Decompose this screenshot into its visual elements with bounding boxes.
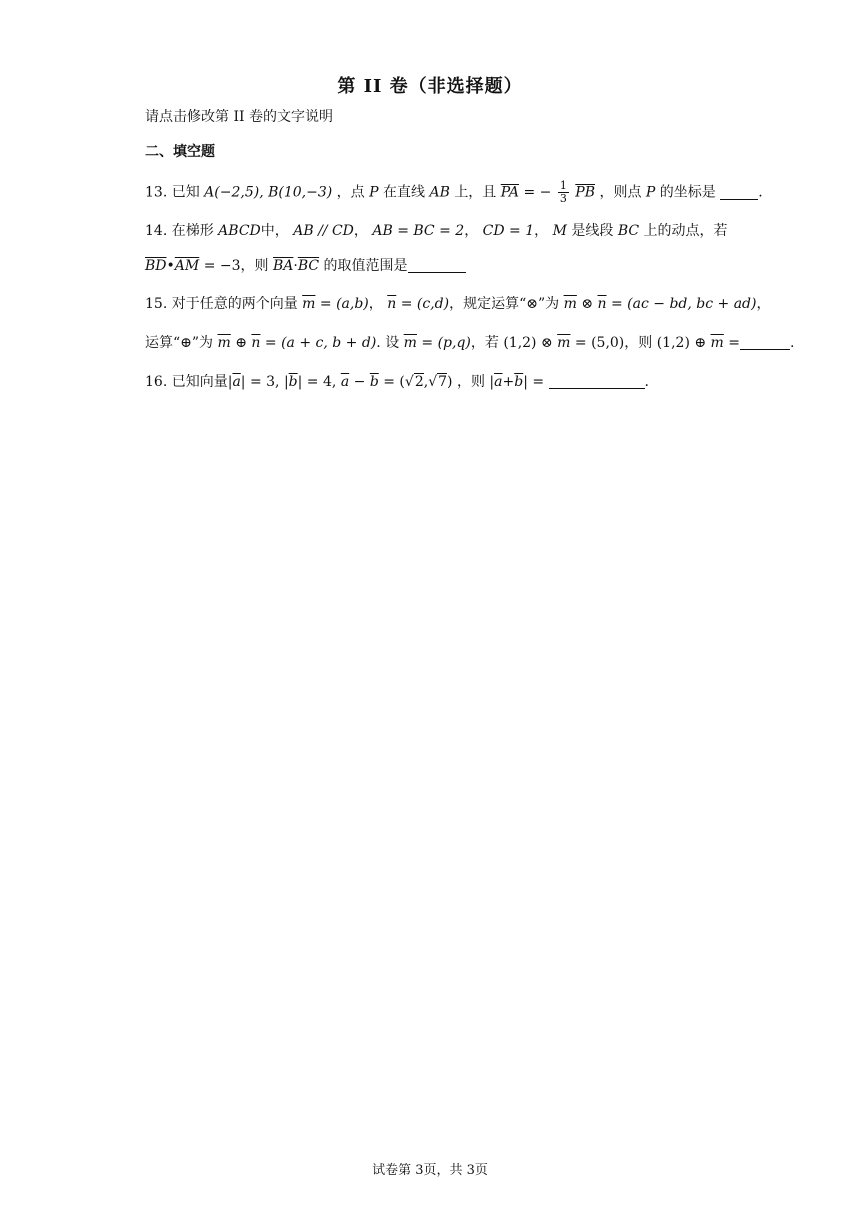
math-op: =	[728, 335, 741, 351]
vector: $\overline{AM}$	[174, 258, 200, 274]
math-expr: = (a + c, b + d)	[264, 335, 377, 351]
text: ，点	[336, 184, 365, 201]
vector: $\overline{a}$	[340, 374, 350, 390]
answer-blank	[740, 335, 790, 350]
math-op: •	[166, 258, 175, 274]
text: ，	[368, 296, 383, 312]
question-number: 16.	[145, 374, 168, 390]
math-expr: = (ac − bd, bc + ad)	[610, 296, 757, 312]
text: ，则点	[599, 184, 642, 201]
math-expr: = (p,q)	[421, 335, 471, 351]
math-op: |	[227, 374, 233, 390]
question-14-line-1	[145, 220, 728, 240]
math-op: = −	[523, 184, 552, 201]
text: ，	[353, 223, 368, 239]
vector: $\overline{m}$	[710, 335, 724, 351]
math-var: BC	[617, 223, 640, 239]
question-13	[145, 180, 763, 205]
vector: $\overline{a}$	[232, 374, 241, 390]
vector: $\overline{m}$	[302, 296, 316, 312]
math-op: | = 3, |	[240, 374, 289, 390]
section-heading: 二、填空题	[145, 144, 215, 160]
math-var: ABCD	[218, 223, 261, 239]
math-op: | =	[523, 374, 545, 390]
sqrt-radicand: 7	[438, 374, 448, 390]
math-var: P	[645, 184, 656, 201]
vector: $\overline{BA}$	[272, 258, 294, 274]
vector: $\overline{BD}$	[145, 258, 167, 274]
text: 运算“⊕”为	[145, 335, 214, 351]
math-op: )	[447, 374, 453, 390]
math-var: P	[369, 184, 379, 201]
math-op: ·	[293, 258, 298, 274]
vector: $\overline{m}$	[557, 335, 571, 351]
answer-blank	[549, 374, 645, 389]
sqrt-sign: √	[404, 374, 414, 390]
text: ，则	[240, 258, 269, 274]
math-op: ,	[423, 374, 429, 390]
math-expr: = (a,b)	[319, 296, 369, 312]
page-footer: 试卷第 3页，共 3页	[372, 1163, 488, 1178]
sqrt-sign: √	[428, 374, 438, 390]
text: 是线段	[571, 223, 614, 239]
math-op: ⊗	[581, 296, 594, 312]
text: 上的动点，若	[643, 223, 728, 239]
vector: $\overline{b}$	[514, 374, 524, 390]
fraction-numerator: 1	[559, 179, 567, 192]
sqrt-radicand: 2	[414, 374, 424, 390]
math-op: |	[489, 374, 495, 390]
text: ，	[464, 223, 479, 239]
answer-blank	[720, 185, 758, 200]
question-15-line-1	[145, 293, 770, 313]
text: .	[758, 184, 763, 201]
text: .	[644, 374, 649, 390]
math-expr: AB = BC = 2	[372, 223, 465, 239]
vector: $\overline{n}$	[251, 335, 261, 351]
math-var: M	[552, 223, 567, 239]
math-expr: = (c,d)	[400, 296, 450, 312]
math-op: | = 4,	[297, 374, 337, 390]
math-expr: CD = 1	[482, 223, 535, 239]
vector: $\overline{PA}$	[500, 184, 520, 201]
text: 中，	[260, 223, 289, 239]
answer-blank	[408, 258, 466, 273]
vector: $\overline{n}$	[387, 296, 397, 312]
text: 的取值范围是	[323, 258, 408, 274]
text: 在直线	[383, 184, 425, 201]
text: .	[790, 335, 795, 351]
vector: $\overline{m}$	[217, 335, 231, 351]
math-op: −	[353, 374, 366, 390]
text: ，若 (1,2) ⊗	[470, 335, 553, 351]
text: ，	[756, 296, 771, 312]
text: 上，且	[454, 184, 497, 201]
text: ，	[534, 223, 549, 239]
vector: $\overline{BC}$	[297, 258, 320, 274]
question-number: 13.	[145, 184, 168, 201]
question-number: 14.	[145, 223, 168, 239]
math-var: AB	[429, 184, 450, 201]
vector: $\overline{n}$	[597, 296, 607, 312]
text: ，规定运算“⊗”为	[449, 296, 560, 312]
text: 的坐标是	[659, 184, 716, 201]
text: ，则 (1,2) ⊕	[624, 335, 707, 351]
text: 在梯形	[171, 223, 214, 239]
fraction-denominator: 3	[559, 192, 567, 205]
question-14-line-2	[145, 255, 466, 275]
vector: $\overline{m}$	[563, 296, 577, 312]
question-16	[145, 371, 649, 391]
vector: $\overline{a}$	[494, 374, 503, 390]
text: 已知	[171, 184, 200, 201]
math-expr: = (5,0)	[574, 335, 625, 351]
fraction	[558, 180, 569, 205]
vector: $\overline{b}$	[288, 374, 298, 390]
vector: $\overline{PB}$	[575, 184, 596, 201]
vector: $\overline{m}$	[403, 335, 417, 351]
text: 已知向量	[171, 374, 228, 390]
math-op: +	[502, 374, 515, 390]
vector: $\overline{b}$	[369, 374, 379, 390]
section-title: 第 II 卷（非选择题）	[337, 76, 523, 97]
math-op: ⊕	[235, 335, 247, 351]
math-points: A(−2,5), B(10,−3)	[204, 184, 333, 201]
question-number: 15.	[145, 296, 168, 312]
text: . 设	[376, 335, 400, 351]
text: ，则	[456, 374, 485, 390]
math-op: = −3	[203, 258, 241, 274]
math-op: = (	[383, 374, 405, 390]
text: 对于任意的两个向量	[171, 296, 298, 312]
math-expr: AB // CD	[293, 223, 354, 239]
question-15-line-2	[145, 332, 794, 352]
section-instruction: 请点击修改第 II 卷的文字说明	[145, 109, 333, 125]
